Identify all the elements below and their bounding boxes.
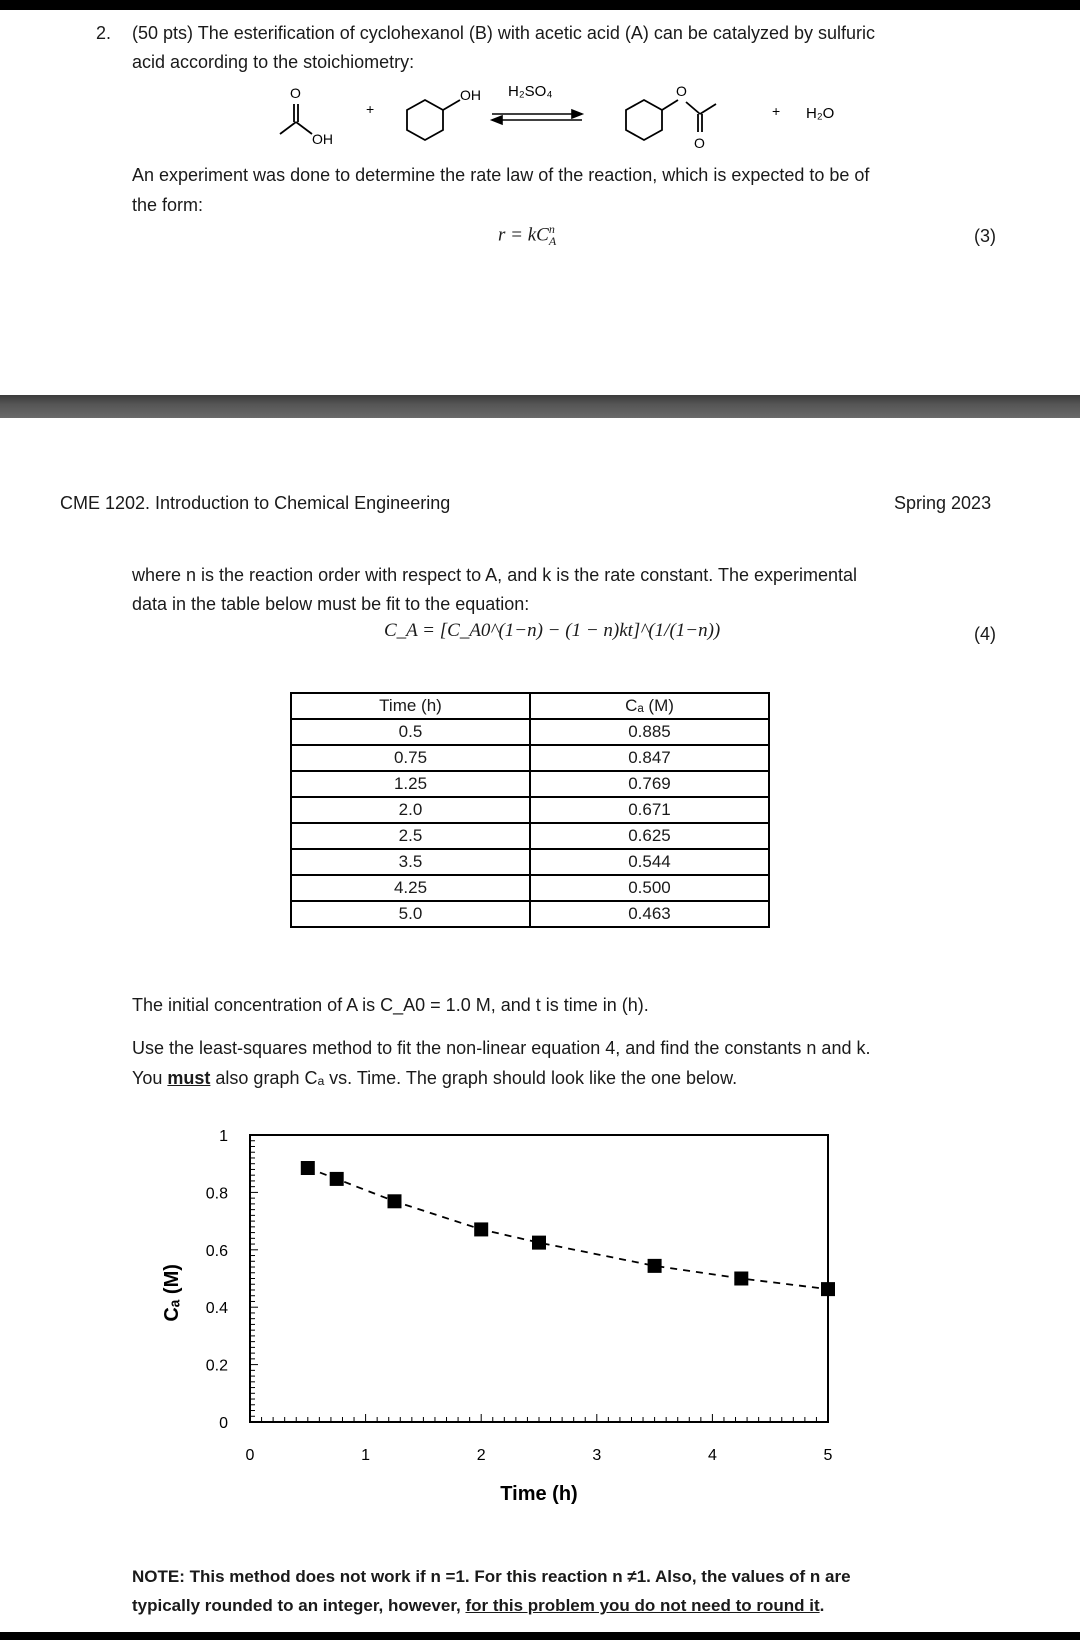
table-row [291, 823, 769, 849]
cell-concentration: 0.847 [530, 745, 769, 771]
equation-4: C_A = [C_A0^(1−n) − (1 − n)kt]^(1/(1−n)) [384, 620, 721, 641]
data-point [474, 1222, 488, 1236]
header-concentration: Cₐ (M) [530, 693, 769, 719]
problem-intro-line1: (50 pts) The esterification of cyclohexanol (B) with acetic acid (A) can be catalyzed by sulfuric [132, 23, 876, 43]
data-point [388, 1194, 402, 1208]
cell-concentration: 0.544 [530, 849, 769, 875]
oh-label: OH [460, 87, 481, 103]
x-tick-label: 1 [361, 1447, 371, 1464]
table-row [291, 849, 769, 875]
table-row [291, 771, 769, 797]
bottom-border [0, 1632, 1080, 1640]
concentration-chart [150, 1115, 870, 1530]
note-line2: typically rounded to an integer, however, for this problem you do not need to round it. [132, 1596, 825, 1615]
fit-curve [308, 1168, 828, 1289]
experiment-line1: An experiment was done to determine the rate law of the reaction, which is expected to be of [132, 165, 870, 185]
cell-concentration: 0.769 [530, 771, 769, 797]
least-squares-line1: Use the least-squares method to fit the non-linear equation 4, and find the constants n and k. [132, 1038, 871, 1058]
acetic-acid-structure [280, 104, 312, 134]
initial-concentration-line: The initial concentration of A is C_A0 = 1.0 M, and t is time in (h). [132, 995, 649, 1015]
catalyst-label: H₂SO₄ [508, 83, 553, 100]
acid-oh-label: OH [312, 131, 333, 147]
cell-concentration: 0.500 [530, 875, 769, 901]
data-point [734, 1272, 748, 1286]
where-line1: where n is the reaction order with respect to A, and k is the rate constant. The experimental [132, 565, 858, 585]
data-point [330, 1172, 344, 1186]
x-tick-label: 4 [707, 1447, 717, 1464]
y-tick-label: 0.2 [205, 1357, 228, 1375]
course-title: CME 1202. Introduction to Chemical Engineering [60, 493, 451, 513]
data-point [648, 1259, 662, 1273]
equation-4-number: (4) [974, 624, 996, 644]
least-squares-line2: You must also graph Cₐ vs. Time. The graph should look like the one below. [132, 1068, 738, 1088]
problem-number: 2. [96, 23, 112, 43]
data-table [290, 692, 770, 928]
equation-3-number: (3) [974, 226, 996, 246]
cell-time: 1.25 [291, 771, 530, 797]
cell-time: 5.0 [291, 901, 530, 927]
y-tick-label: 0 [219, 1415, 228, 1432]
cell-time: 2.5 [291, 823, 530, 849]
equilibrium-arrows [492, 110, 582, 124]
water-label: H₂O [806, 105, 835, 122]
experiment-line2: the form: [132, 195, 204, 215]
cell-concentration: 0.885 [530, 719, 769, 745]
top-border [0, 0, 1080, 10]
page-separator [0, 395, 1080, 418]
header-time: Time (h) [291, 693, 530, 719]
acid-o-label: O [290, 85, 301, 101]
problem-intro-line2: acid according to the stoichiometry: [132, 52, 415, 72]
cyclohexanol-structure [407, 100, 460, 140]
x-axis-label: Time (h) [500, 1483, 578, 1505]
table-row [291, 719, 769, 745]
table-row [291, 797, 769, 823]
term-label: Spring 2023 [894, 493, 992, 513]
data-point [821, 1282, 835, 1296]
x-tick-label: 3 [592, 1447, 602, 1464]
cell-time: 3.5 [291, 849, 530, 875]
table-row [291, 901, 769, 927]
cell-time: 2.0 [291, 797, 530, 823]
y-tick-label: 0.4 [205, 1300, 228, 1318]
cyclohexyl-acetate-structure [626, 100, 716, 140]
table-row [291, 875, 769, 901]
plus-sign-1: + [366, 101, 375, 117]
y-tick-label: 1 [219, 1128, 228, 1145]
plus-sign-2: + [772, 103, 781, 119]
x-tick-label: 2 [476, 1447, 486, 1464]
note-line1: NOTE: This method does not work if n =1. For this reaction n ≠1. Also, the values of n are [132, 1567, 851, 1586]
cell-time: 0.75 [291, 745, 530, 771]
where-line2: data in the table below must be fit to the equation: [132, 594, 530, 614]
x-tick-label: 0 [245, 1447, 255, 1464]
table-row [291, 745, 769, 771]
y-tick-label: 0.8 [205, 1185, 228, 1203]
cell-time: 4.25 [291, 875, 530, 901]
cell-concentration: 0.463 [530, 901, 769, 927]
data-point [301, 1161, 315, 1175]
ester-o-label-2: O [694, 135, 705, 151]
table-header-row [291, 693, 769, 719]
ester-o-label-1: O [676, 83, 687, 99]
cell-concentration: 0.625 [530, 823, 769, 849]
y-tick-label: 0.6 [205, 1242, 228, 1260]
y-axis-label: Cₐ (M) [161, 1264, 183, 1322]
cell-time: 0.5 [291, 719, 530, 745]
reaction-scheme [260, 78, 860, 158]
cell-concentration: 0.671 [530, 797, 769, 823]
equation-3: $r = kC^n_A$ [498, 222, 557, 249]
data-point [532, 1236, 546, 1250]
x-tick-label: 5 [823, 1447, 833, 1464]
